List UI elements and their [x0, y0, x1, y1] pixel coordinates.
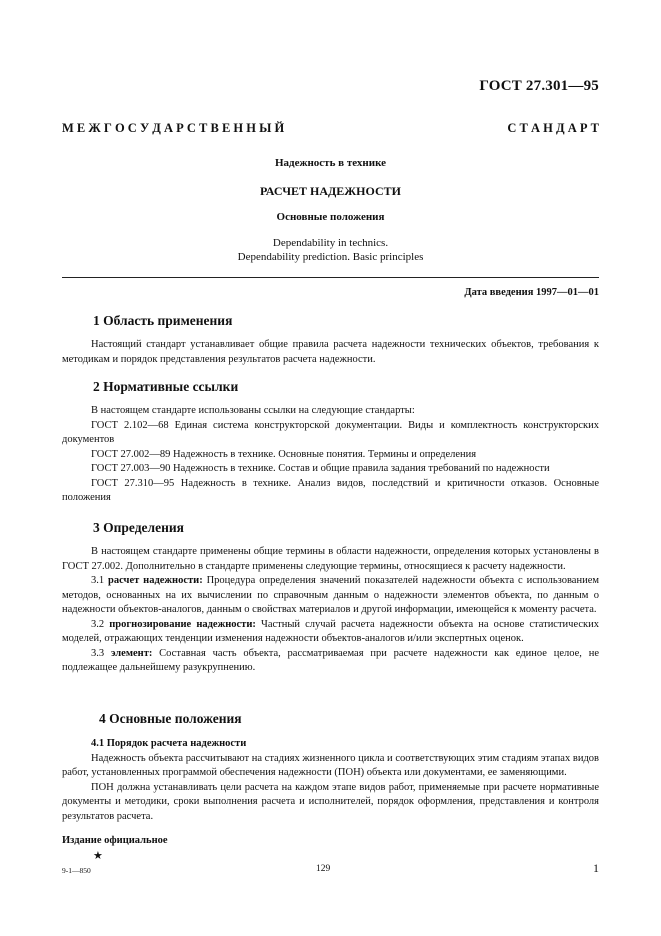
reference-item: ГОСТ 27.310—95 Надежность в технике. Анализ видов, последствий и критичности отказов. Основные положения	[62, 477, 599, 503]
document-subtitle: Основные положения	[276, 211, 385, 223]
section-3-heading: 3 Определения	[93, 520, 184, 535]
subject-heading: Надежность в технике	[274, 157, 387, 169]
subsection-4-1-heading: 4.1 Порядок расчета надежности	[91, 738, 247, 749]
horizontal-divider	[62, 277, 599, 278]
paragraph: В настоящем стандарте применены общие термины в области надежности, определения которых установлены в ГОСТ 27.002. Дополнительно в стандарте применены следующие термины, относящиеся к расчету надежности.	[62, 546, 599, 572]
english-title-line1: Dependability in technics.	[272, 237, 389, 249]
reference-item: ГОСТ 27.003—90 Надежность в технике. Состав и общие правила задания требований по надежности	[91, 463, 550, 474]
section-2-body	[62, 404, 599, 506]
paragraph: Настоящий стандарт устанавливает общие правила расчета надежности технических объектов, требования к методикам и порядок представления результатов расчета надежности.	[62, 339, 599, 365]
reference-item: ГОСТ 27.002—89 Надежность в технике. Основные понятия. Термины и определения	[91, 448, 477, 460]
official-edition-label: Издание официальное	[62, 835, 168, 846]
section-2-heading: 2 Нормативные ссылки	[93, 379, 239, 394]
section-1-heading: 1 Область применения	[93, 313, 233, 328]
reference-item: ГОСТ 2.102—68 Единая система конструкторской документации. Виды и комплектность конструкторских документов	[62, 419, 599, 445]
paragraph: ПОН должна устанавливать цели расчета на каждом этапе видов работ, применяемые при расчете нормативные документы и методики, сроки выполнения расчета и исполнителей, порядок оформления, представления и контроля результатов расчета.	[62, 781, 599, 822]
document-title: РАСЧЕТ НАДЕЖНОСТИ	[260, 184, 401, 198]
definition-3-2: 3.2 прогнозирование надежности: Частный случай расчета надежности объекта на основе статистических моделей, отражающих тенденции изменения надежности объектов-аналогов и/или экспертных оценок.	[62, 618, 600, 644]
gost-code: ГОСТ 27.301—95	[479, 78, 599, 94]
term: расчет надежности:	[108, 575, 203, 586]
standard-type-left: М Е Ж Г О С У Д А Р С Т В Е Н Н Ы Й	[62, 121, 285, 135]
section-1-body	[62, 338, 599, 367]
definition-3-3: 3.3 элемент: Составная часть объекта, рассматриваемая при расчете надежности как единое целое, не подлежащее дальнейшему разукрупнению.	[62, 647, 600, 673]
introduction-date: Дата введения 1997—01—01	[464, 287, 599, 298]
definition-3-1: 3.1 расчет надежности: Процедура определения значений показателей надежности объекта с использованием методов, основанных на их вычислении по справочным данным о надежности элементов объекта, по данным о надежности объектов-аналогов, данным о свойствах материалов и другой информации, имеющейся к моменту расчета.	[62, 575, 599, 615]
print-code: 9-1—850	[62, 866, 91, 875]
standard-type-right: С Т А Н Д А Р Т	[507, 121, 599, 135]
term: элемент:	[110, 647, 153, 659]
english-title-line2: Dependability prediction. Basic principles	[237, 251, 424, 263]
section-3-body	[62, 545, 599, 676]
section-4-heading: 4 Основные положения	[99, 711, 242, 726]
sheet-number: 129	[316, 864, 331, 874]
paragraph: Надежность объекта рассчитывают на стадиях жизненного цикла и соответствующих этим стадиям этапах видов работ, установленных программой обеспечения надежности (ПОН) объекта или документами, ее заменяющими.	[62, 752, 599, 778]
paragraph: В настоящем стандарте использованы ссылки на следующие стандарты:	[91, 405, 415, 416]
standard-type-line	[62, 121, 599, 136]
term: прогнозирование надежности:	[109, 618, 256, 630]
section-4-body	[62, 737, 599, 824]
page-number: 1	[593, 861, 599, 875]
star-icon: ★	[93, 850, 103, 862]
